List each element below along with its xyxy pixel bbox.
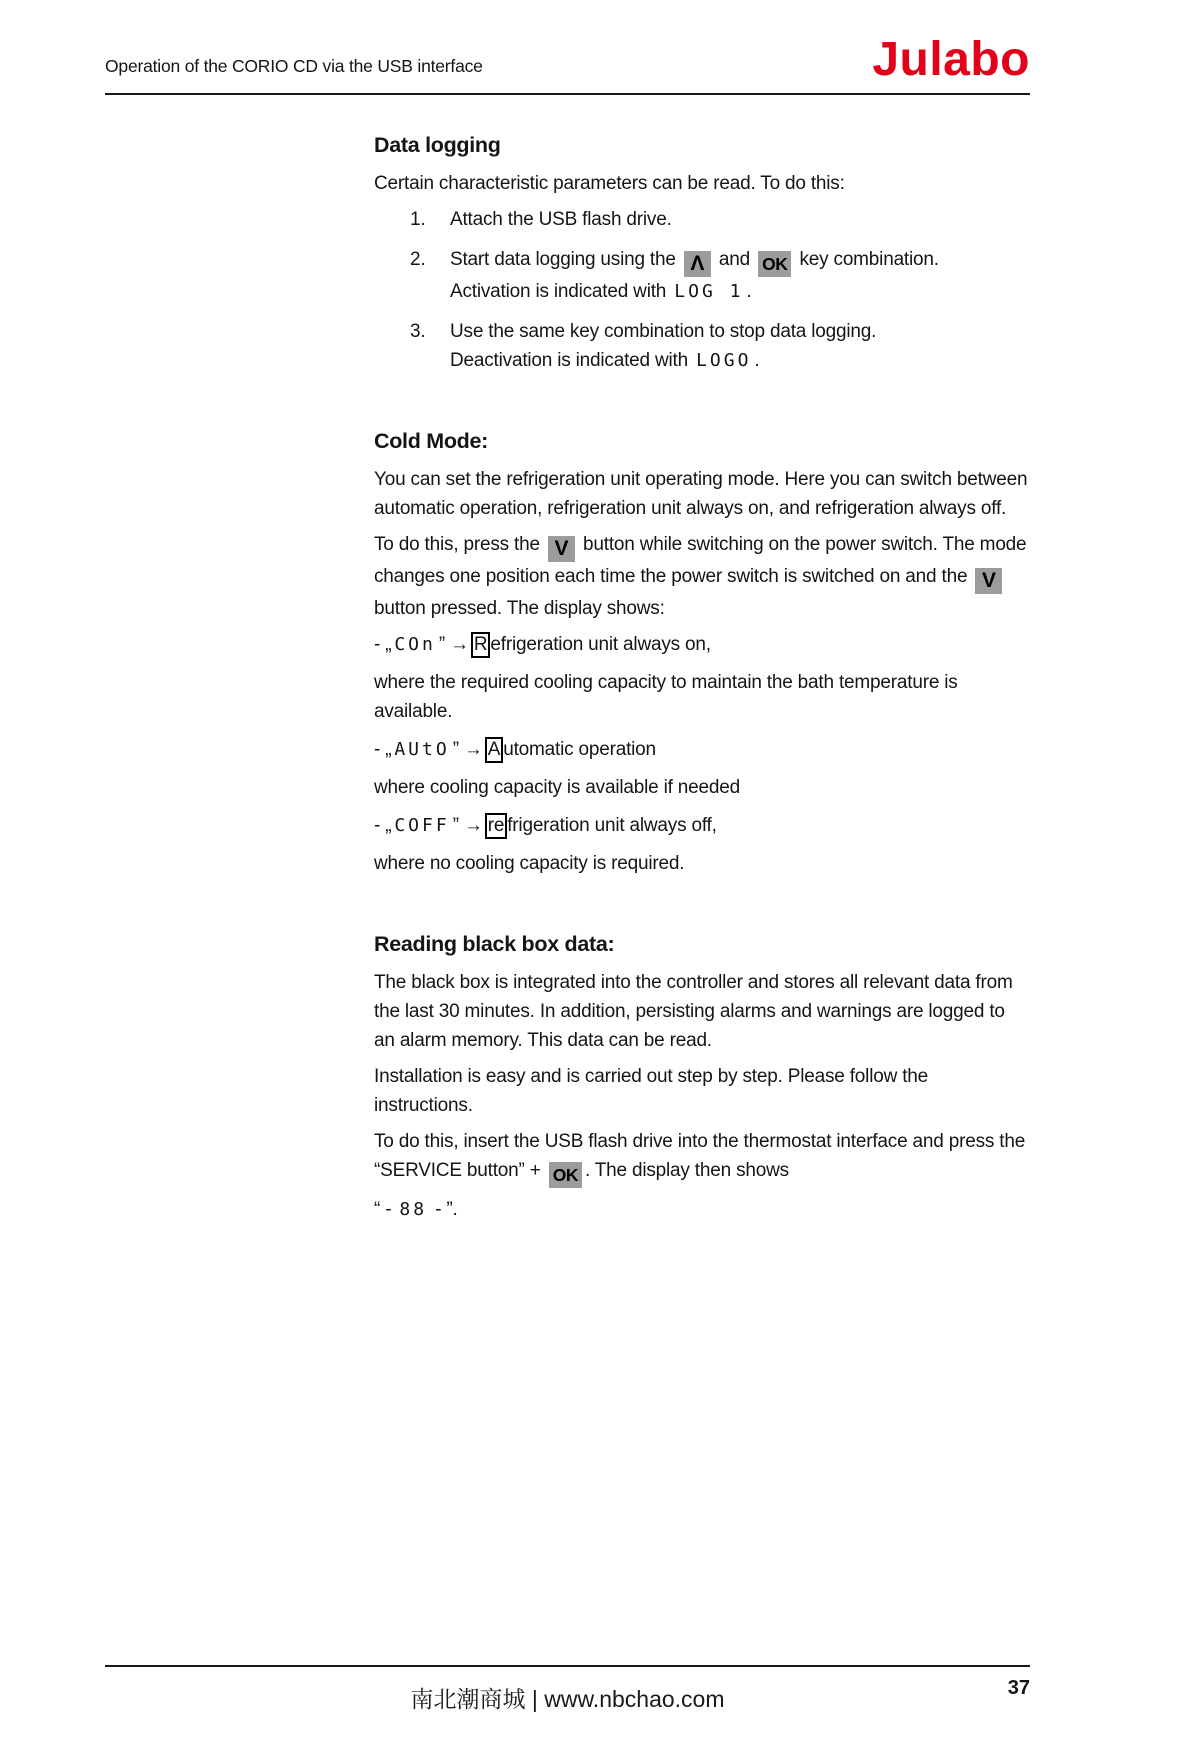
segment-display-con: COn [394, 633, 436, 655]
display-line-coff [374, 811, 1030, 840]
list-item-1 [374, 205, 1030, 234]
segment-display-logo: LOGO [696, 349, 752, 371]
boxed-letters-re: re [485, 813, 508, 839]
coff-prefix: - „ [374, 814, 392, 836]
page-footer [105, 1665, 1030, 1714]
con-note: where the required cooling capacity to maintain the bath temperature is available. [374, 671, 958, 722]
list-number: 1. [410, 208, 426, 230]
item2-text-between: and [718, 248, 751, 270]
auto-arrow: ” → [452, 738, 483, 760]
list-item-3 [374, 317, 1030, 375]
item2-line2 [450, 277, 1030, 306]
item3-line2-period: . [754, 349, 760, 371]
cold-mode-p1: You can set the refrigeration unit operating mode. Here you can switch between automatic operation, refrigeration unit always on, and refrigeration always off. [374, 468, 1028, 519]
list-item-text [450, 317, 1030, 375]
list-item-text [450, 245, 1030, 306]
ok-key-icon: OK [758, 251, 791, 277]
section-cold-mode [374, 427, 1030, 878]
cold-mode-heading: Cold Mode: [374, 428, 489, 453]
section-data-logging [374, 131, 1030, 375]
page-header [105, 33, 1030, 95]
item2-text-after: key combination. [799, 248, 939, 270]
boxed-letter-A: A [485, 737, 503, 763]
display-line-auto [374, 735, 1030, 764]
list-number: 2. [410, 248, 426, 270]
cold-mode-p2-after: button pressed. The display shows: [374, 597, 665, 619]
segment-display-auto: AUtO [394, 738, 450, 760]
julabo-logo: Julabo [872, 33, 1030, 86]
coff-rest: frigeration unit always off, [507, 814, 717, 836]
data-logging-intro: Certain characteristic parameters can be read. To do this: [374, 172, 845, 194]
display-line-con [374, 630, 1030, 659]
coff-note: where no cooling capacity is required. [374, 852, 685, 874]
list-item-2 [374, 245, 1030, 306]
black-box-p3 [374, 1127, 1030, 1188]
black-box-heading: Reading black box data: [374, 931, 615, 956]
section-black-box [374, 930, 1030, 1224]
page-number: 37 [1007, 1677, 1030, 1699]
list-item-text: Attach the USB flash drive. [450, 208, 672, 230]
cold-mode-p2-mid: button while switching on the power switch. The mode changes one position each time the power switch is switched on and the [374, 533, 1027, 587]
doc-title: Operation of the CORIO CD via the USB interface [105, 55, 483, 76]
auto-prefix: - „ [374, 738, 392, 760]
coff-arrow: ” → [452, 814, 483, 836]
item3-line2-text: Deactivation is indicated with [450, 349, 688, 371]
arrow-down-key-icon: V [975, 568, 1002, 594]
arrow-up-key-icon: Λ [684, 251, 711, 277]
cold-mode-p2 [374, 530, 1030, 623]
black-box-p3-before: To do this, insert the USB flash drive into the thermostat interface and press the “SERVICE button” + [374, 1130, 1026, 1181]
black-box-p3-after: . The display then shows [584, 1159, 789, 1181]
item3-line2 [450, 346, 1030, 375]
item2-text-before: Start data logging using the [450, 248, 676, 270]
item3-line1: Use the same key combination to stop data logging. [450, 320, 877, 342]
cold-mode-p2-before: To do this, press the [374, 533, 540, 555]
data-logging-heading: Data logging [374, 132, 501, 157]
boxed-letter-R: R [471, 632, 491, 658]
main-content [374, 131, 1030, 1224]
segment-display-coff: COFF [394, 814, 450, 836]
black-box-p2: Installation is easy and is carried out step by step. Please follow the instructions. [374, 1065, 929, 1116]
ok-key-icon: OK [549, 1162, 582, 1188]
auto-rest: utomatic operation [503, 738, 656, 760]
con-rest: efrigeration unit always on, [490, 633, 711, 655]
item2-line2-period: . [746, 280, 752, 302]
item2-line2-text: Activation is indicated with [450, 280, 667, 302]
con-prefix: - „ [374, 633, 392, 655]
p4-open-quote: “ - [374, 1198, 397, 1220]
arrow-down-key-icon: V [548, 536, 575, 562]
con-arrow: ” → [438, 633, 469, 655]
black-box-p1: The black box is integrated into the controller and stores all relevant data from the last 30 minutes. In addition, persisting alarms and warnings are logged to an alarm memory. This data can be read. [374, 971, 1013, 1051]
segment-display-log1: LOG 1 [674, 280, 744, 302]
auto-note: where cooling capacity is available if needed [374, 776, 740, 798]
segment-display-88: 88 [399, 1198, 428, 1220]
footer-site-text: 南北潮商城 | www.nbchao.com [410, 1686, 725, 1712]
list-number: 3. [410, 320, 426, 342]
p4-close-quote: - ”. [430, 1198, 458, 1220]
black-box-p4 [374, 1195, 1030, 1224]
